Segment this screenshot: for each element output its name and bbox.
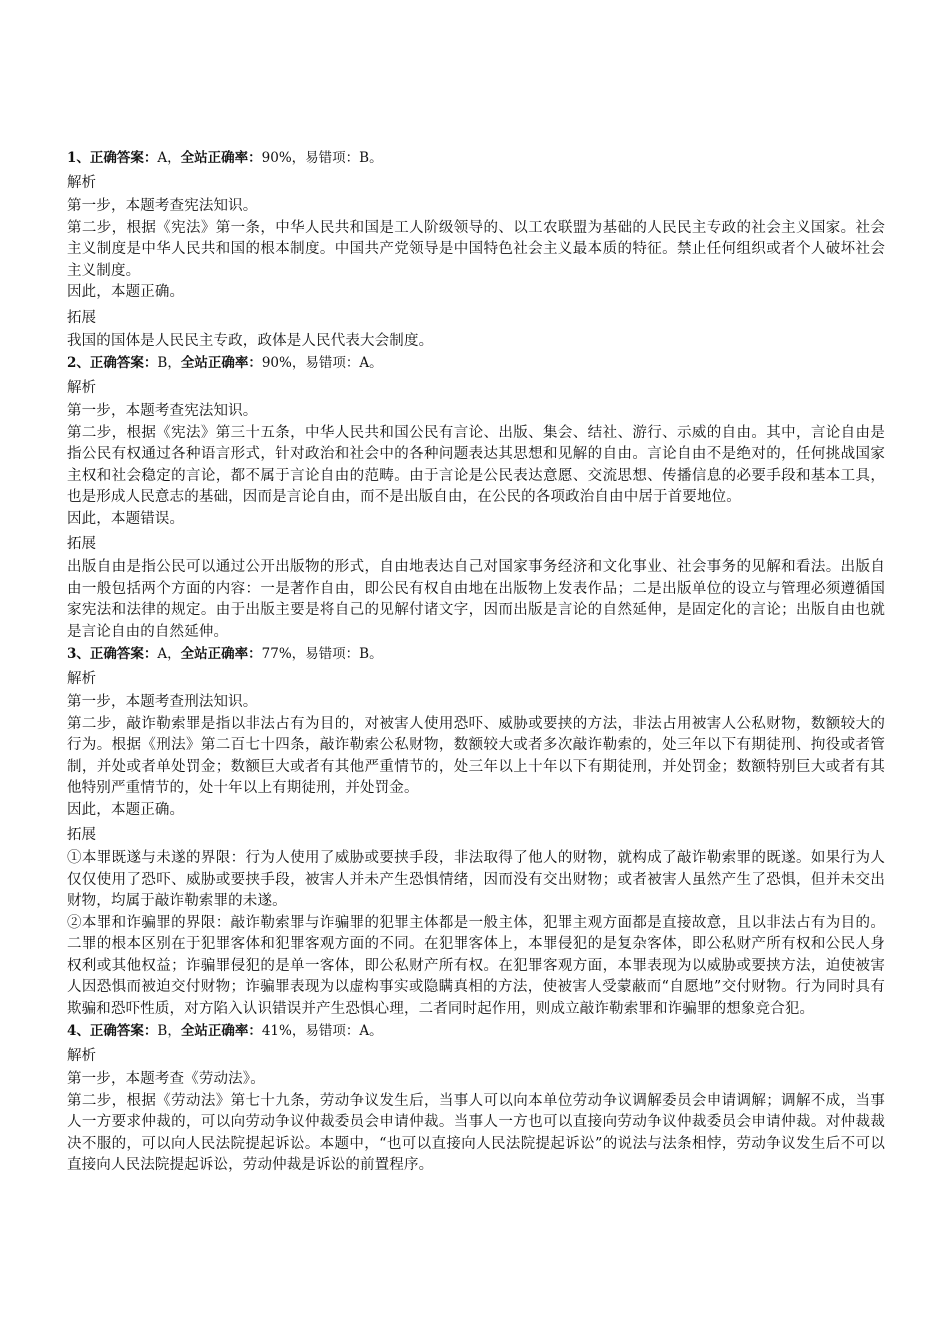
rate-value: 90%， xyxy=(261,355,306,371)
answer-value: A， xyxy=(157,646,181,662)
analysis-paragraph: 第二步，根据《宪法》第三十五条，中华人民共和国公民有言论、出版、集会、结社、游行、示威的自由。其中，言论自由是指公民有权通过各种语言形式，针对政治和社会中的各种问题表达其思想和见解的自由。言论自由不是绝对的，任何挑战国家主权和社会稳定的言论，都不属于言论自由的范畴。由于言论是公民表达意愿、交流思想、传播信息的必要手段和基本工具，也是形成人民意志的基础，因而是言论自由，而不是出版自由，在公民的各项政治自由中居于首要地位。 xyxy=(67,424,885,505)
extension-paragraph: 出版自由是指公民可以通过公开出版物的形式，自由地表达自己对国家事务经济和文化事业、社会事务的见解和看法。出版自由一般包括两个方面的内容：一是著作自由，即公民有权自由地在出版物上发表作品；二是出版单位的设立与管理必须遵循国家宪法和法律的规定。由于出版主要是将自己的见解付诸文字，因而出版是言论的自然延伸，是固定化的言论；出版自由也就是言论自由的自然延伸。 xyxy=(67,559,885,640)
analysis-paragraph: 因此，本题正确。 xyxy=(67,801,185,818)
wrong-value: B。 xyxy=(359,646,383,662)
answer-label: 正确答案： xyxy=(89,646,158,662)
analysis-label: 解析 xyxy=(67,1048,96,1064)
wrong-value: B。 xyxy=(359,150,383,166)
wrong-value: A。 xyxy=(359,1023,383,1039)
analysis-paragraph: 第二步，根据《宪法》第一条，中华人民共和国是工人阶级领导的、以工农联盟为基础的人民民主专政的社会主义国家。社会主义制度是中华人民共和国的根本制度。中国共产党领导是中国特色社会主义最本质的特征。禁止任何组织或者个人破坏社会主义制度。 xyxy=(67,219,885,279)
wrong-label: 易错项： xyxy=(305,355,360,371)
analysis-label: 解析 xyxy=(67,671,96,687)
question-header xyxy=(67,1020,885,1042)
rate-label: 全站正确率： xyxy=(180,355,262,371)
analysis-label: 解析 xyxy=(67,175,96,191)
analysis-paragraph: 第一步，本题考查宪法知识。 xyxy=(67,198,258,214)
question-header xyxy=(67,643,885,665)
extension-label: 拓展 xyxy=(67,827,96,843)
answer-label: 正确答案： xyxy=(89,355,158,371)
wrong-value: A。 xyxy=(359,355,383,371)
answer-value: B， xyxy=(157,355,181,371)
wrong-label: 易错项： xyxy=(305,646,360,662)
question-number: 3、 xyxy=(67,646,90,662)
rate-value: 90%， xyxy=(261,150,306,166)
extension-label: 拓展 xyxy=(67,536,96,552)
extension-paragraph: ②本罪和诈骗罪的界限：敲诈勒索罪与诈骗罪的犯罪主体都是一般主体，犯罪主观方面都是直接故意，且以非法占有为目的。二罪的根本区别在于犯罪客体和犯罪客观方面的不同。在犯罪客体上，本罪侵犯的是复杂客体，即公私财产所有权和公民人身权利或其他权益；诈骗罪侵犯的是单一客体，即公私财产所有权。在犯罪客观方面，本罪表现为以威胁或要挟方法，迫使被害人因恐惧而被迫交付财物；诈骗罪表现为以虚构事实或隐瞒真相的方法，使被害人受蒙蔽而“自愿地”交付财物。行为同时具有欺骗和恐吓性质，对方陷入认识错误并产生恐惧心理，二者同时起作用，则成立敲诈勒索罪和诈骗罪的想象竞合犯。 xyxy=(67,914,885,1017)
wrong-label: 易错项： xyxy=(305,1023,360,1039)
rate-label: 全站正确率： xyxy=(180,1023,262,1039)
question-number: 4、 xyxy=(67,1023,90,1039)
analysis-label: 解析 xyxy=(67,380,96,396)
question-header xyxy=(67,352,885,374)
rate-label: 全站正确率： xyxy=(180,150,262,166)
rate-value: 41%， xyxy=(261,1023,306,1039)
question-3 xyxy=(67,643,885,1020)
analysis-paragraph: 第二步，根据《劳动法》第七十九条，劳动争议发生后，当事人可以向本单位劳动争议调解委员会申请调解；调解不成，当事人一方要求仲裁的，可以向劳动争议仲裁委员会申请仲裁。当事人一方也可以直接向劳动争议仲裁委员会申请仲裁。对仲裁裁决不服的，可以向人民法院提起诉讼。本题中，“也可以直接向人民法院提起诉讼”的说法与法条相悖，劳动争议发生后不可以直接向人民法院提起诉讼，劳动仲裁是诉讼的前置程序。 xyxy=(67,1092,885,1173)
extension-paragraph: 我国的国体是人民民主专政，政体是人民代表大会制度。 xyxy=(67,332,434,349)
analysis-paragraph: 因此，本题正确。 xyxy=(67,284,185,300)
answer-value: B， xyxy=(157,1023,181,1039)
answer-value: A， xyxy=(157,150,181,166)
analysis-paragraph: 因此，本题错误。 xyxy=(67,510,185,527)
extension-label: 拓展 xyxy=(67,309,96,326)
question-2 xyxy=(67,352,885,643)
analysis-paragraph: 第二步，敲诈勒索罪是指以非法占有为目的，对被害人使用恐吓、威胁或要挟的方法，非法占用被害人公私财物，数额较大的行为。根据《刑法》第二百七十四条，敲诈勒索公私财物，数额较大或者多次敲诈勒索的，处三年以下有期徒刑、拘役或者管制，并处或者单处罚金；数额巨大或者有其他严重情节的，处三年以上十年以下有期徒刑，并处罚金；数额特别巨大或者有其他特别严重情节的，处十年以上有期徒刑，并处罚金。 xyxy=(67,715,885,796)
document-page xyxy=(67,147,885,1177)
question-4 xyxy=(67,1020,885,1177)
question-header xyxy=(67,147,885,169)
analysis-paragraph: 第一步，本题考查刑法知识。 xyxy=(67,694,258,710)
extension-paragraph: ①本罪既遂与未遂的界限：行为人使用了威胁或要挟手段，非法取得了他人的财物，就构成了敲诈勒索罪的既遂。如果行为人仅仅使用了恐吓、威胁或要挟手段，被害人并未产生恐惧情绪，因而没有交出财物；或者被害人虽然产生了恐惧，但并未交出财物，均属于敲诈勒索罪的未遂。 xyxy=(67,850,885,909)
rate-label: 全站正确率： xyxy=(180,646,262,662)
answer-label: 正确答案： xyxy=(89,1023,158,1039)
wrong-label: 易错项： xyxy=(305,150,360,166)
question-number: 1、 xyxy=(67,150,90,166)
question-1 xyxy=(67,147,885,352)
answer-label: 正确答案： xyxy=(89,150,158,166)
analysis-paragraph: 第一步，本题考查《劳动法》。 xyxy=(67,1071,265,1087)
analysis-paragraph: 第一步，本题考查宪法知识。 xyxy=(67,403,258,419)
question-number: 2、 xyxy=(67,355,90,371)
rate-value: 77%， xyxy=(261,646,306,662)
